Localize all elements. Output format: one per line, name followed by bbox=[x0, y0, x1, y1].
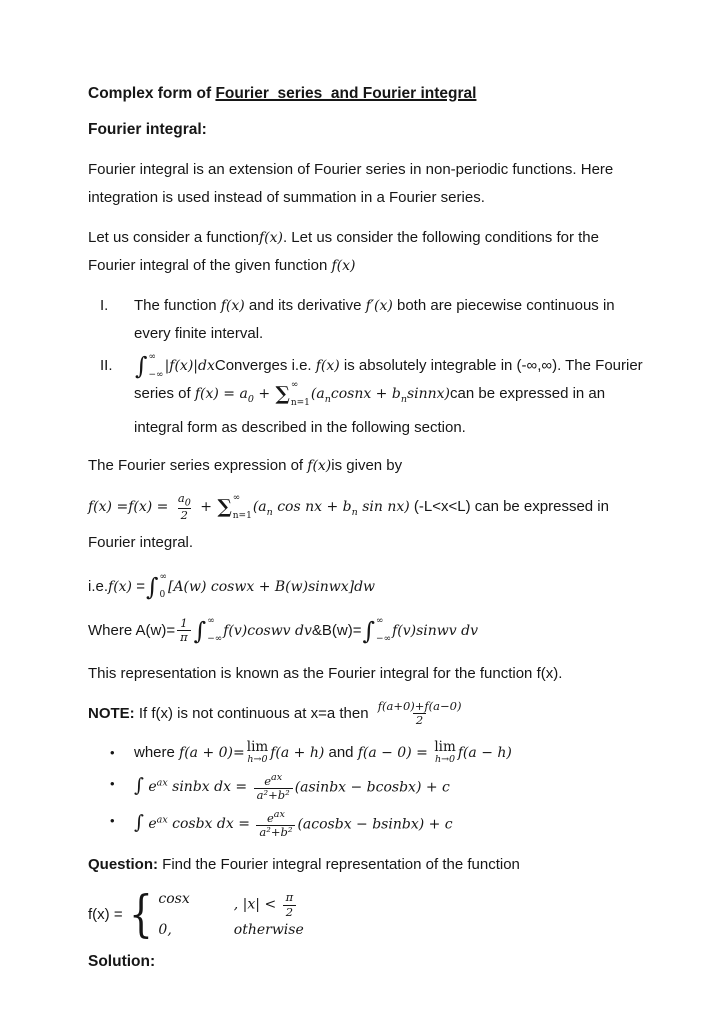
piecewise-definition bbox=[88, 885, 646, 944]
conditions-list bbox=[88, 292, 646, 442]
heading-solution: Solution: bbox=[88, 952, 156, 970]
bullet-item bbox=[88, 740, 646, 766]
text-run: . Let us consider the following conditions for the Fourier integral of the given function bbox=[88, 229, 599, 274]
piecewise-cases bbox=[158, 891, 303, 937]
equation-coefficients bbox=[88, 616, 646, 646]
title-prefix: Complex form of bbox=[88, 85, 216, 102]
bullet-item bbox=[88, 771, 646, 803]
list-marker: II. bbox=[100, 357, 113, 374]
case-condition: , |x| < $\frac{\pi}{2}$ bbox=[234, 891, 304, 918]
para-representation: This representation is known as the Fourier integral for the function f(x). bbox=[88, 664, 563, 682]
fraction-a0-over-2: $\frac{a_0}{2}$ bbox=[177, 490, 191, 523]
fraction-note: $\frac{f(a+0)+f(a-0)}{2}$ bbox=[377, 699, 462, 728]
text-run: Where A(w)= bbox=[88, 621, 176, 639]
bullet-icon: • bbox=[110, 775, 115, 791]
math-run: $e^{ax}$ sinbx dx = bbox=[148, 777, 252, 796]
bullet-item bbox=[88, 808, 646, 840]
math-run: f(x) bbox=[108, 578, 133, 595]
text-run: where bbox=[134, 743, 180, 761]
text-run: The Fourier series expression of bbox=[88, 456, 308, 474]
math-run: f(a − 0) = bbox=[357, 744, 433, 761]
limit-symbol: lim h→0 bbox=[246, 739, 269, 765]
math-run: [A(w) coswx + B(w)sinwx]dw bbox=[167, 578, 376, 595]
heading-fourier-integral: Fourier integral: bbox=[88, 121, 207, 138]
math-run: f(x) = bbox=[88, 499, 129, 516]
math-run: $f(x) = a_0$ + bbox=[194, 386, 275, 405]
math-run: (asinbx − bcosbx) + c bbox=[294, 779, 450, 796]
text-run: both are piecewise continuous in every finite interval. bbox=[134, 297, 615, 342]
math-run: f(x) bbox=[331, 258, 356, 274]
para-consider bbox=[88, 224, 646, 280]
para-intro: Fourier integral is an extension of Fourier series in non-periodic functions. Here integration is used instead of summation in a Fourier series. bbox=[88, 161, 614, 206]
math-run: f(x) bbox=[220, 298, 245, 314]
formula-bullets bbox=[88, 740, 646, 840]
curly-brace: { bbox=[128, 885, 153, 944]
math-run: f(x) bbox=[258, 230, 283, 246]
equation-fourier-integral bbox=[88, 572, 646, 602]
math-run: ($a_ncosnx$ + $b_nsinnx$) bbox=[310, 386, 451, 405]
text-run: is absolutely integrable in (-∞,∞). The Fourier series of bbox=[134, 357, 643, 402]
question-line bbox=[88, 851, 646, 879]
text-run: and bbox=[324, 743, 358, 761]
text-run: can be expressed in an integral form as described in the following section. bbox=[134, 385, 606, 436]
list-item bbox=[88, 352, 646, 442]
text-run: The function bbox=[134, 297, 221, 314]
integral-symbol: ∫ bbox=[134, 811, 144, 834]
math-run: f′(x) bbox=[365, 298, 393, 314]
math-run: f(v)coswv dv bbox=[223, 622, 312, 639]
integral-symbol: ∫ ∞ 0 bbox=[145, 572, 167, 601]
fraction-1-over-pi: $\frac{1}{\pi}$ bbox=[177, 617, 191, 644]
integral-symbol: ∫ ∞ −∞ bbox=[135, 351, 164, 381]
text-run: Let us consider a function bbox=[88, 229, 259, 246]
list-marker: I. bbox=[100, 297, 109, 314]
case-value: cosx bbox=[158, 891, 190, 908]
integral-symbol: ∫ ∞ −∞ bbox=[362, 616, 392, 645]
title-underlined: Fourier series and Fourier integral bbox=[215, 85, 477, 102]
note-line bbox=[88, 700, 646, 728]
text-run: and its derivative bbox=[244, 297, 366, 314]
note-label: NOTE: bbox=[88, 704, 135, 722]
integral-symbol: ∫ bbox=[134, 774, 144, 797]
question-label: Question: bbox=[88, 856, 158, 874]
list-item-content bbox=[134, 352, 646, 442]
summation-symbol: ∑ ∞ n=1 bbox=[217, 492, 252, 521]
math-run: |f(x)|dx bbox=[164, 358, 215, 374]
function-label: f(x) = bbox=[88, 906, 123, 924]
math-run: f(a + h) bbox=[270, 744, 325, 761]
para-series-expression bbox=[88, 452, 646, 480]
math-run: f(x) bbox=[307, 457, 332, 474]
limit-symbol: lim h→0 bbox=[434, 739, 456, 765]
fraction-eax: $\frac{e^{ax}}{\text{a²+b²}}$ bbox=[254, 772, 293, 802]
text-run: = bbox=[132, 577, 145, 595]
bullet-icon: • bbox=[110, 812, 115, 828]
math-run: f(a + 0)= bbox=[179, 744, 245, 761]
math-run: f(v)sinwv dv bbox=[392, 622, 478, 639]
text-run: Find the Fourier integral representation of the function bbox=[158, 856, 520, 874]
text-run: If f(x) is not continuous at x=a then bbox=[134, 704, 373, 722]
equation-continuation: Fourier integral. bbox=[88, 533, 194, 551]
summation-symbol: ∑ ∞ n=1 bbox=[275, 379, 310, 408]
math-run: + bbox=[195, 499, 217, 516]
fraction-eax: $\frac{e^{ax}}{\text{a²+b²}}$ bbox=[256, 809, 295, 839]
math-run: ($a_n$ cos nx + $b_n$ sin nx) bbox=[252, 499, 410, 518]
page-title bbox=[88, 84, 646, 104]
math-run: $e^{ax}$ cosbx dx = bbox=[148, 814, 255, 833]
math-run: f(x) = bbox=[128, 499, 173, 516]
case-value: 0, bbox=[158, 921, 172, 938]
integral-symbol: ∫ ∞ −∞ bbox=[193, 616, 223, 645]
case-condition: otherwise bbox=[233, 921, 304, 938]
text-run: Converges i.e. bbox=[214, 357, 316, 374]
list-item bbox=[88, 292, 646, 348]
text-run: (-L<x<L) can be expressed in bbox=[409, 498, 609, 516]
text-run: &B(w)= bbox=[311, 621, 362, 639]
list-item-content bbox=[134, 292, 646, 348]
text-run: i.e. bbox=[88, 577, 109, 595]
math-run: f(a − h) bbox=[457, 744, 512, 761]
math-run: f(x) bbox=[315, 358, 340, 374]
text-run: is given by bbox=[331, 456, 403, 474]
bullet-icon: • bbox=[110, 744, 115, 760]
equation-fourier-series bbox=[88, 492, 646, 558]
fraction-pi-over-2: $\frac{\pi}{2}$ bbox=[283, 891, 297, 918]
math-run: (acosbx − bsinbx) + c bbox=[297, 816, 453, 833]
